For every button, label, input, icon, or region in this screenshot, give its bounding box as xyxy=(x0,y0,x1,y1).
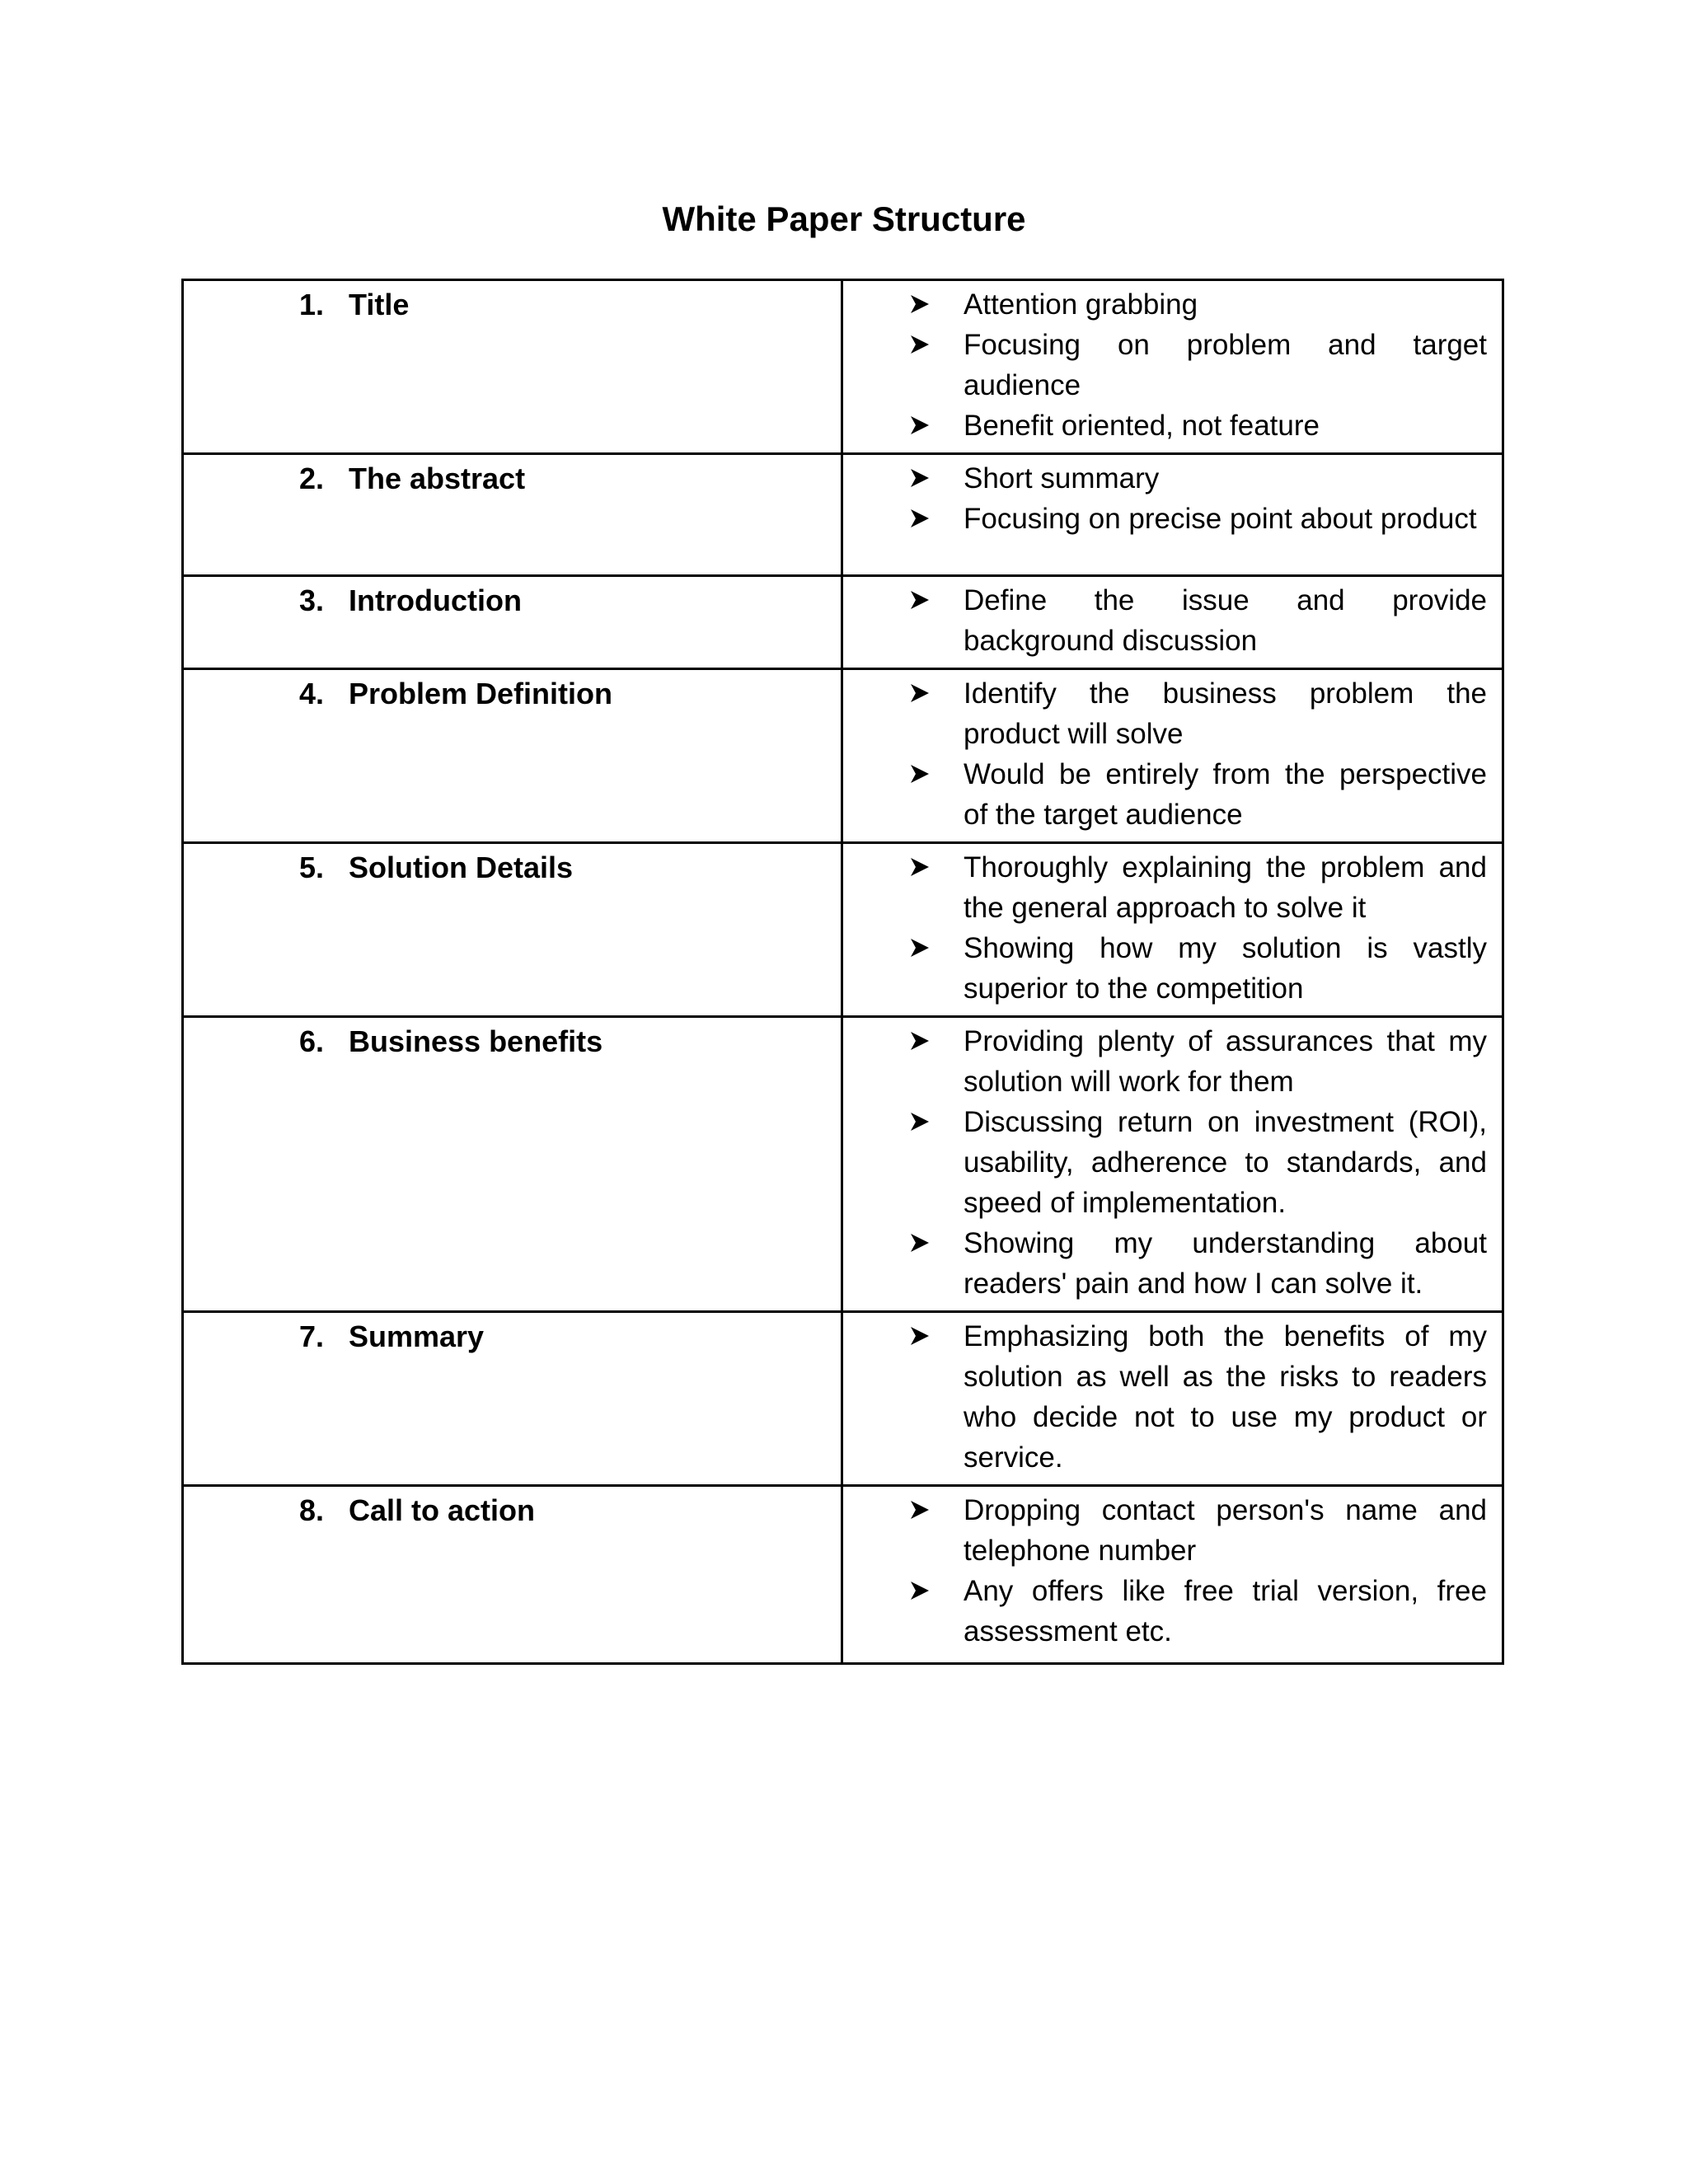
section-cell xyxy=(183,576,842,669)
bullet-text: Focusing on problem and target audience xyxy=(964,329,1487,401)
section-number: 5. xyxy=(299,851,325,884)
table-row xyxy=(183,1017,1503,1312)
points-cell xyxy=(842,280,1503,454)
section-number: 4. xyxy=(299,677,325,710)
bullet-text: Attention grabbing xyxy=(964,288,1198,321)
bullet-list xyxy=(843,1313,1502,1484)
arrowhead-bullet-icon xyxy=(909,589,931,611)
table-row xyxy=(183,576,1503,669)
section-heading xyxy=(184,577,841,621)
arrowhead-bullet-icon xyxy=(909,937,931,958)
section-number: 6. xyxy=(299,1024,325,1058)
section-cell xyxy=(183,1486,842,1664)
arrowhead-bullet-icon xyxy=(909,856,931,878)
bullet-text: Providing plenty of assurances that my solution will work for them xyxy=(964,1025,1487,1098)
list-item xyxy=(909,499,1487,539)
bullet-text: Focusing on precise point about product xyxy=(964,503,1477,535)
points-cell xyxy=(842,1486,1503,1664)
section-label: Summary xyxy=(349,1319,485,1353)
section-label: Business benefits xyxy=(349,1024,603,1058)
list-item xyxy=(909,847,1487,928)
bullet-text: Emphasizing both the benefits of my solution as well as the risks to readers who decide not to use my product or service. xyxy=(964,1320,1487,1474)
bullet-list xyxy=(843,577,1502,668)
section-label: Problem Definition xyxy=(349,677,613,710)
bullet-text: Dropping contact person's name and telephone number xyxy=(964,1494,1487,1567)
bullet-text: Any offers like free trial version, free assessment etc. xyxy=(964,1575,1487,1647)
section-heading xyxy=(184,1018,841,1062)
section-label: Solution Details xyxy=(349,851,574,884)
section-heading xyxy=(184,281,841,325)
table-row xyxy=(183,843,1503,1017)
points-cell xyxy=(842,454,1503,576)
list-item xyxy=(909,405,1487,446)
points-cell xyxy=(842,843,1503,1017)
section-number: 3. xyxy=(299,583,325,617)
arrowhead-bullet-icon xyxy=(909,1232,931,1254)
arrowhead-bullet-icon xyxy=(909,334,931,355)
structure-table xyxy=(181,279,1504,1665)
section-label: The abstract xyxy=(349,462,526,495)
section-heading xyxy=(184,455,841,499)
list-item xyxy=(909,1316,1487,1478)
bullet-text: Short summary xyxy=(964,462,1160,494)
section-label: Introduction xyxy=(349,583,522,617)
bullet-text: Define the issue and provide background discussion xyxy=(964,584,1487,657)
bullet-text: Discussing return on investment (ROI), usability, adherence to standards, and speed of implementation. xyxy=(964,1106,1487,1219)
arrowhead-bullet-icon xyxy=(909,1030,931,1052)
list-item xyxy=(909,1102,1487,1223)
table-row xyxy=(183,669,1503,843)
list-item xyxy=(909,1571,1487,1652)
bullet-text: Showing my understanding about readers' pain and how I can solve it. xyxy=(964,1227,1487,1300)
bullet-list xyxy=(843,1487,1502,1658)
page-title: White Paper Structure xyxy=(662,199,1026,238)
arrowhead-bullet-icon xyxy=(909,1499,931,1521)
table-row xyxy=(183,454,1503,576)
section-label: Call to action xyxy=(349,1493,536,1527)
section-number: 2. xyxy=(299,462,325,495)
list-item xyxy=(909,754,1487,835)
section-number: 7. xyxy=(299,1319,325,1353)
arrowhead-bullet-icon xyxy=(909,467,931,489)
arrowhead-bullet-icon xyxy=(909,1111,931,1132)
arrowhead-bullet-icon xyxy=(909,508,931,529)
bullet-list xyxy=(843,1018,1502,1310)
arrowhead-bullet-icon xyxy=(909,682,931,704)
points-cell xyxy=(842,669,1503,843)
list-item xyxy=(909,325,1487,405)
arrowhead-bullet-icon xyxy=(909,1325,931,1347)
list-item xyxy=(909,673,1487,754)
list-item xyxy=(909,1021,1487,1102)
points-cell xyxy=(842,576,1503,669)
arrowhead-bullet-icon xyxy=(909,763,931,785)
bullet-list xyxy=(843,455,1502,546)
section-cell xyxy=(183,280,842,454)
section-number: 1. xyxy=(299,288,325,321)
section-cell xyxy=(183,669,842,843)
bullet-list xyxy=(843,844,1502,1015)
table-row xyxy=(183,280,1503,454)
list-item xyxy=(909,1490,1487,1571)
bullet-list xyxy=(843,670,1502,841)
table-row xyxy=(183,1486,1503,1664)
bullet-text: Identify the business problem the product will solve xyxy=(964,677,1487,750)
section-heading xyxy=(184,844,841,888)
table-row xyxy=(183,1312,1503,1486)
arrowhead-bullet-icon xyxy=(909,415,931,436)
section-heading xyxy=(184,670,841,714)
section-cell xyxy=(183,1312,842,1486)
bullet-text: Would be entirely from the perspective of the target audience xyxy=(964,758,1487,831)
arrowhead-bullet-icon xyxy=(909,1580,931,1601)
list-item xyxy=(909,1223,1487,1304)
section-cell xyxy=(183,843,842,1017)
points-cell xyxy=(842,1312,1503,1486)
section-cell xyxy=(183,454,842,576)
list-item xyxy=(909,580,1487,661)
points-cell xyxy=(842,1017,1503,1312)
section-number: 8. xyxy=(299,1493,325,1527)
list-item xyxy=(909,284,1487,325)
arrowhead-bullet-icon xyxy=(909,293,931,315)
bullet-text: Showing how my solution is vastly superior to the competition xyxy=(964,932,1487,1005)
section-cell xyxy=(183,1017,842,1312)
section-heading xyxy=(184,1313,841,1357)
section-heading xyxy=(184,1487,841,1530)
bullet-list xyxy=(843,281,1502,452)
section-label: Title xyxy=(349,288,410,321)
bullet-text: Benefit oriented, not feature xyxy=(964,410,1320,442)
list-item xyxy=(909,458,1487,499)
list-item xyxy=(909,928,1487,1009)
bullet-text: Thoroughly explaining the problem and the general approach to solve it xyxy=(964,851,1487,924)
